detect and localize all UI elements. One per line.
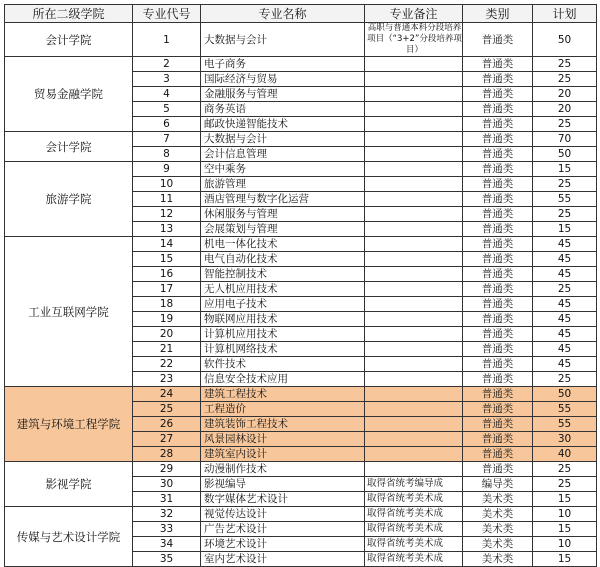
plan-cell: 25 <box>533 117 597 132</box>
code-cell: 32 <box>133 507 201 522</box>
plan-cell: 20 <box>533 102 597 117</box>
category-cell: 编导类 <box>463 477 533 492</box>
code-cell: 19 <box>133 312 201 327</box>
major-cell: 旅游管理 <box>201 177 365 192</box>
category-cell: 普通类 <box>463 252 533 267</box>
category-cell: 普通类 <box>463 417 533 432</box>
major-cell: 信息安全技术应用 <box>201 372 365 387</box>
header-code: 专业代号 <box>133 5 201 23</box>
college-cell: 贸易金融学院 <box>5 57 133 132</box>
category-cell: 普通类 <box>463 312 533 327</box>
college-cell: 建筑与环境工程学院 <box>5 387 133 462</box>
plan-cell: 45 <box>533 297 597 312</box>
note-cell: 取得省统考美术成 <box>365 537 463 552</box>
code-cell: 26 <box>133 417 201 432</box>
note-cell <box>365 132 463 147</box>
category-cell: 普通类 <box>463 147 533 162</box>
major-cell: 无人机应用技术 <box>201 282 365 297</box>
code-cell: 25 <box>133 402 201 417</box>
major-cell: 酒店管理与数字化运营 <box>201 192 365 207</box>
category-cell: 普通类 <box>463 372 533 387</box>
major-cell: 物联网应用技术 <box>201 312 365 327</box>
category-cell: 普通类 <box>463 23 533 57</box>
major-cell: 建筑室内设计 <box>201 447 365 462</box>
note-cell <box>365 297 463 312</box>
plan-cell: 45 <box>533 252 597 267</box>
note-cell <box>365 207 463 222</box>
code-cell: 29 <box>133 462 201 477</box>
note-cell <box>365 252 463 267</box>
plan-cell: 55 <box>533 417 597 432</box>
note-cell: 取得省统考美术成 <box>365 552 463 567</box>
category-cell: 普通类 <box>463 357 533 372</box>
major-cell: 商务英语 <box>201 102 365 117</box>
plan-cell: 55 <box>533 192 597 207</box>
code-cell: 20 <box>133 327 201 342</box>
category-cell: 美术类 <box>463 537 533 552</box>
code-cell: 12 <box>133 207 201 222</box>
note-cell <box>365 57 463 72</box>
category-cell: 普通类 <box>463 207 533 222</box>
plan-cell: 50 <box>533 23 597 57</box>
plan-cell: 45 <box>533 327 597 342</box>
note-cell <box>365 327 463 342</box>
plan-cell: 25 <box>533 207 597 222</box>
code-cell: 10 <box>133 177 201 192</box>
note-cell <box>365 462 463 477</box>
major-cell: 智能控制技术 <box>201 267 365 282</box>
note-cell <box>365 267 463 282</box>
code-cell: 16 <box>133 267 201 282</box>
plan-cell: 15 <box>533 162 597 177</box>
plan-cell: 25 <box>533 282 597 297</box>
plan-cell: 25 <box>533 477 597 492</box>
college-cell: 传媒与艺术设计学院 <box>5 507 133 567</box>
major-cell: 邮政快递智能技术 <box>201 117 365 132</box>
note-cell <box>365 192 463 207</box>
category-cell: 普通类 <box>463 327 533 342</box>
major-cell: 空中乘务 <box>201 162 365 177</box>
note-cell <box>365 117 463 132</box>
header-row <box>5 5 597 23</box>
note-cell: 取得省统考美术成 <box>365 492 463 507</box>
table-row <box>5 162 597 177</box>
note-cell <box>365 432 463 447</box>
code-cell: 13 <box>133 222 201 237</box>
major-cell: 金融服务与管理 <box>201 87 365 102</box>
category-cell: 美术类 <box>463 492 533 507</box>
note-cell <box>365 237 463 252</box>
code-cell: 3 <box>133 72 201 87</box>
table-row <box>5 57 597 72</box>
plan-cell: 15 <box>533 492 597 507</box>
header-plan: 计划 <box>533 5 597 23</box>
code-cell: 34 <box>133 537 201 552</box>
note-cell <box>365 342 463 357</box>
note-cell: 取得省统考美术成 <box>365 507 463 522</box>
note-cell <box>365 357 463 372</box>
code-cell: 7 <box>133 132 201 147</box>
major-cell: 应用电子技术 <box>201 297 365 312</box>
note-cell <box>365 222 463 237</box>
category-cell: 普通类 <box>463 402 533 417</box>
category-cell: 普通类 <box>463 282 533 297</box>
college-cell: 影视学院 <box>5 462 133 507</box>
college-cell: 会计学院 <box>5 23 133 57</box>
code-cell: 17 <box>133 282 201 297</box>
header-category: 类别 <box>463 5 533 23</box>
plan-cell: 25 <box>533 57 597 72</box>
table-row <box>5 132 597 147</box>
major-cell: 风景园林设计 <box>201 432 365 447</box>
major-cell: 室内艺术设计 <box>201 552 365 567</box>
college-cell: 会计学院 <box>5 132 133 162</box>
code-cell: 8 <box>133 147 201 162</box>
code-cell: 24 <box>133 387 201 402</box>
code-cell: 23 <box>133 372 201 387</box>
major-cell: 动漫制作技术 <box>201 462 365 477</box>
note-cell <box>365 177 463 192</box>
plan-cell: 10 <box>533 507 597 522</box>
major-cell: 工程造价 <box>201 402 365 417</box>
note-cell <box>365 102 463 117</box>
table-row <box>5 237 597 252</box>
category-cell: 普通类 <box>463 132 533 147</box>
note-cell <box>365 417 463 432</box>
major-cell: 会展策划与管理 <box>201 222 365 237</box>
note-cell <box>365 372 463 387</box>
major-cell: 电子商务 <box>201 57 365 72</box>
code-cell: 35 <box>133 552 201 567</box>
category-cell: 普通类 <box>463 72 533 87</box>
major-cell: 软件技术 <box>201 357 365 372</box>
plan-cell: 50 <box>533 147 597 162</box>
code-cell: 31 <box>133 492 201 507</box>
note-cell <box>365 72 463 87</box>
code-cell: 5 <box>133 102 201 117</box>
category-cell: 普通类 <box>463 102 533 117</box>
header-major: 专业名称 <box>201 5 365 23</box>
major-cell: 数字媒体艺术设计 <box>201 492 365 507</box>
category-cell: 普通类 <box>463 87 533 102</box>
plan-cell: 55 <box>533 402 597 417</box>
category-cell: 美术类 <box>463 522 533 537</box>
category-cell: 普通类 <box>463 57 533 72</box>
code-cell: 4 <box>133 87 201 102</box>
category-cell: 普通类 <box>463 432 533 447</box>
category-cell: 普通类 <box>463 117 533 132</box>
note-cell <box>365 162 463 177</box>
plan-cell: 20 <box>533 87 597 102</box>
category-cell: 普通类 <box>463 342 533 357</box>
code-cell: 2 <box>133 57 201 72</box>
code-cell: 27 <box>133 432 201 447</box>
major-cell: 环境艺术设计 <box>201 537 365 552</box>
category-cell: 普通类 <box>463 462 533 477</box>
code-cell: 6 <box>133 117 201 132</box>
note-cell <box>365 147 463 162</box>
category-cell: 普通类 <box>463 237 533 252</box>
code-cell: 30 <box>133 477 201 492</box>
category-cell: 普通类 <box>463 297 533 312</box>
major-cell: 机电一体化技术 <box>201 237 365 252</box>
category-cell: 普通类 <box>463 192 533 207</box>
note-cell <box>365 387 463 402</box>
category-cell: 普通类 <box>463 222 533 237</box>
plan-cell: 45 <box>533 342 597 357</box>
code-cell: 9 <box>133 162 201 177</box>
code-cell: 14 <box>133 237 201 252</box>
plan-cell: 15 <box>533 222 597 237</box>
code-cell: 15 <box>133 252 201 267</box>
code-cell: 18 <box>133 297 201 312</box>
plan-cell: 15 <box>533 552 597 567</box>
note-cell: 取得省统考美术成 <box>365 522 463 537</box>
code-cell: 33 <box>133 522 201 537</box>
plan-cell: 25 <box>533 72 597 87</box>
plan-cell: 25 <box>533 462 597 477</box>
code-cell: 21 <box>133 342 201 357</box>
major-cell: 计算机应用技术 <box>201 327 365 342</box>
major-cell: 大数据与会计 <box>201 23 365 57</box>
note-cell <box>365 402 463 417</box>
category-cell: 普通类 <box>463 267 533 282</box>
college-cell: 旅游学院 <box>5 162 133 237</box>
major-cell: 电气自动化技术 <box>201 252 365 267</box>
major-cell: 国际经济与贸易 <box>201 72 365 87</box>
note-cell <box>365 87 463 102</box>
category-cell: 普通类 <box>463 387 533 402</box>
plan-cell: 40 <box>533 447 597 462</box>
category-cell: 普通类 <box>463 162 533 177</box>
plan-cell: 50 <box>533 387 597 402</box>
major-cell: 影视编导 <box>201 477 365 492</box>
plan-cell: 45 <box>533 237 597 252</box>
major-cell: 建筑工程技术 <box>201 387 365 402</box>
plan-cell: 30 <box>533 432 597 447</box>
note-cell <box>365 447 463 462</box>
code-cell: 22 <box>133 357 201 372</box>
plan-cell: 45 <box>533 267 597 282</box>
enrollment-plan-table <box>4 4 597 567</box>
category-cell: 普通类 <box>463 177 533 192</box>
table-row-highlighted <box>5 387 597 402</box>
plan-cell: 25 <box>533 177 597 192</box>
college-cell: 工业互联网学院 <box>5 237 133 387</box>
plan-cell: 45 <box>533 357 597 372</box>
major-cell: 休闲服务与管理 <box>201 207 365 222</box>
code-cell: 1 <box>133 23 201 57</box>
note-cell <box>365 282 463 297</box>
code-cell: 11 <box>133 192 201 207</box>
major-cell: 广告艺术设计 <box>201 522 365 537</box>
code-cell: 28 <box>133 447 201 462</box>
plan-cell: 70 <box>533 132 597 147</box>
major-cell: 大数据与会计 <box>201 132 365 147</box>
table-row <box>5 462 597 477</box>
header-college: 所在二级学院 <box>5 5 133 23</box>
category-cell: 普通类 <box>463 447 533 462</box>
plan-cell: 10 <box>533 537 597 552</box>
table-row <box>5 507 597 522</box>
major-cell: 计算机网络技术 <box>201 342 365 357</box>
note-cell <box>365 312 463 327</box>
plan-cell: 45 <box>533 312 597 327</box>
note-cell: 取得省统考编导成 <box>365 477 463 492</box>
major-cell: 会计信息管理 <box>201 147 365 162</box>
plan-cell: 15 <box>533 522 597 537</box>
note-cell: 高职与普通本科分段培养项目（“3+2”分段培养项目） <box>365 23 463 57</box>
plan-cell: 25 <box>533 372 597 387</box>
table-row <box>5 23 597 57</box>
header-note: 专业备注 <box>365 5 463 23</box>
category-cell: 美术类 <box>463 552 533 567</box>
category-cell: 美术类 <box>463 507 533 522</box>
major-cell: 视觉传达设计 <box>201 507 365 522</box>
major-cell: 建筑装饰工程技术 <box>201 417 365 432</box>
